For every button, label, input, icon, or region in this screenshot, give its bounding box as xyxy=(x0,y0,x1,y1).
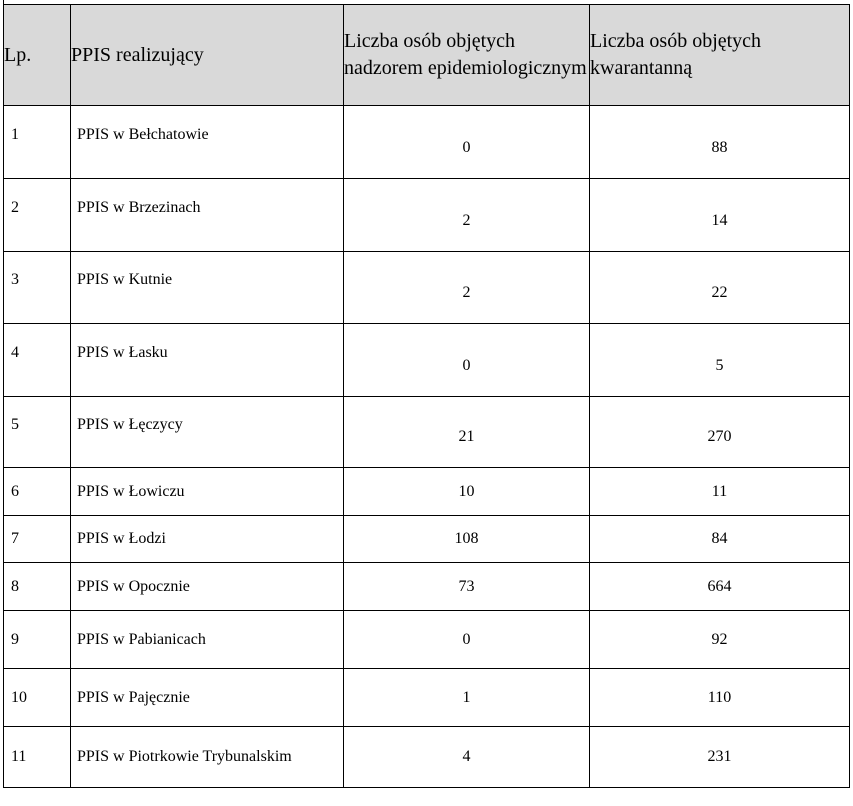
cell-kwarantanna: 231 xyxy=(590,727,850,788)
table-row xyxy=(4,397,850,468)
cell-nadzor: 73 xyxy=(344,563,590,611)
cell-kwarantanna: 664 xyxy=(590,563,850,611)
cell-nadzor: 10 xyxy=(344,468,590,516)
cell-ppis: PPIS w Łęczycy xyxy=(71,397,344,468)
cell-lp: 10 xyxy=(4,669,71,727)
cell-kwarantanna: 5 xyxy=(590,324,850,397)
header-lp: Lp. xyxy=(4,5,71,106)
cell-kwarantanna: 22 xyxy=(590,252,850,324)
table-row xyxy=(4,252,850,324)
table-row xyxy=(4,611,850,669)
cell-ppis: PPIS w Opocznie xyxy=(71,563,344,611)
cell-ppis: PPIS w Łodzi xyxy=(71,516,344,563)
header-row xyxy=(4,5,850,106)
cell-kwarantanna: 84 xyxy=(590,516,850,563)
cell-lp: 1 xyxy=(4,106,71,179)
header-kwarantanna: Liczba osób objętych kwarantanną xyxy=(590,5,850,106)
cell-lp: 3 xyxy=(4,252,71,324)
header-ppis: PPIS realizujący xyxy=(71,5,344,106)
cell-ppis: PPIS w Łasku xyxy=(71,324,344,397)
cell-kwarantanna: 11 xyxy=(590,468,850,516)
cell-kwarantanna: 14 xyxy=(590,179,850,252)
cell-kwarantanna: 88 xyxy=(590,106,850,179)
cell-lp: 11 xyxy=(4,727,71,788)
ppis-table xyxy=(3,4,850,788)
cell-ppis: PPIS w Pabianicach xyxy=(71,611,344,669)
table-row xyxy=(4,669,850,727)
cell-lp: 5 xyxy=(4,397,71,468)
cell-ppis: PPIS w Łowiczu xyxy=(71,468,344,516)
cell-ppis: PPIS w Piotrkowie Trybunalskim xyxy=(71,727,344,788)
cell-kwarantanna: 92 xyxy=(590,611,850,669)
cell-lp: 8 xyxy=(4,563,71,611)
cell-lp: 7 xyxy=(4,516,71,563)
table-row xyxy=(4,179,850,252)
cell-nadzor: 1 xyxy=(344,669,590,727)
cell-nadzor: 108 xyxy=(344,516,590,563)
cell-kwarantanna: 110 xyxy=(590,669,850,727)
cell-lp: 4 xyxy=(4,324,71,397)
cell-ppis: PPIS w Bełchatowie xyxy=(71,106,344,179)
cell-nadzor: 21 xyxy=(344,397,590,468)
cell-ppis: PPIS w Pajęcznie xyxy=(71,669,344,727)
cell-lp: 2 xyxy=(4,179,71,252)
table-body xyxy=(4,106,850,788)
cell-lp: 6 xyxy=(4,468,71,516)
table-row xyxy=(4,106,850,179)
cell-nadzor: 2 xyxy=(344,252,590,324)
header-nadzor: Liczba osób objętych nadzorem epidemiologicznym xyxy=(344,5,590,106)
cell-nadzor: 4 xyxy=(344,727,590,788)
cell-nadzor: 0 xyxy=(344,611,590,669)
cell-kwarantanna: 270 xyxy=(590,397,850,468)
cell-nadzor: 0 xyxy=(344,106,590,179)
table-row xyxy=(4,727,850,788)
cell-lp: 9 xyxy=(4,611,71,669)
table-row xyxy=(4,468,850,516)
table-row xyxy=(4,324,850,397)
cell-ppis: PPIS w Kutnie xyxy=(71,252,344,324)
table-header xyxy=(4,5,850,106)
table-row xyxy=(4,563,850,611)
cell-nadzor: 2 xyxy=(344,179,590,252)
cell-ppis: PPIS w Brzezinach xyxy=(71,179,344,252)
cell-nadzor: 0 xyxy=(344,324,590,397)
table-row xyxy=(4,516,850,563)
